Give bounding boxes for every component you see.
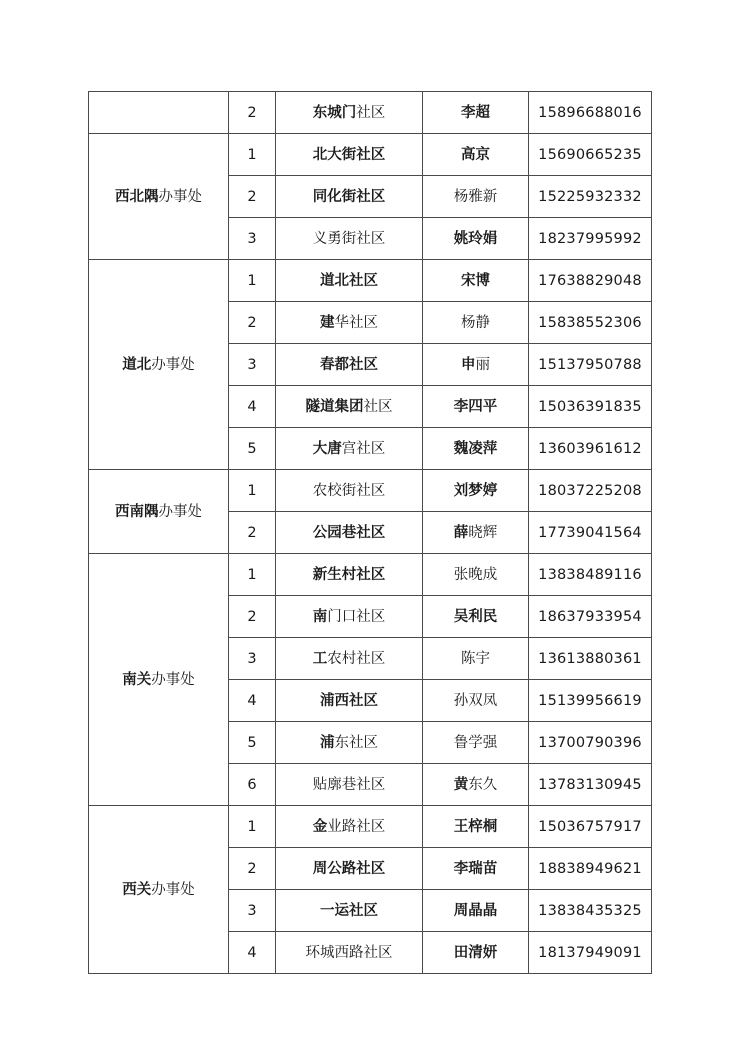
phone-number: 18237995992 [529,218,652,260]
contact-person-cell [423,554,529,596]
row-number: 2 [229,176,276,218]
community-name-strong: 浦西社区 [320,692,378,709]
contact-name-light: 陈宇 [461,650,490,667]
office-cell [89,806,229,974]
contact-name-strong: 高京 [461,146,490,163]
contact-table [88,91,652,974]
community-name-light: 农校街社区 [312,482,386,499]
community-name-strong: 公园巷社区 [312,524,386,541]
contact-name-strong: 李超 [461,104,490,121]
community-cell [276,92,423,134]
phone-number: 17739041564 [529,512,652,554]
contact-name-strong: 李四平 [453,398,498,415]
community-cell [276,386,423,428]
community-cell [276,596,423,638]
phone-number: 13838435325 [529,890,652,932]
contact-name-strong: 申 [461,356,476,373]
table-row [89,92,652,134]
row-number: 4 [229,386,276,428]
community-name-strong: 东城门 [312,104,357,121]
contact-name-strong: 周晶晶 [453,902,498,919]
table-row [89,470,652,512]
phone-number: 15036391835 [529,386,652,428]
contact-name-strong: 刘梦婷 [453,482,498,499]
row-number: 6 [229,764,276,806]
row-number: 3 [229,638,276,680]
office-cell [89,260,229,470]
office-name-suffix: 办事处 [158,503,202,520]
contact-person-cell [423,176,529,218]
community-cell [276,470,423,512]
office-name-strong: 道北 [122,356,152,373]
community-cell [276,806,423,848]
community-cell [276,134,423,176]
contact-person-cell [423,848,529,890]
community-name-light: 义勇街社区 [312,230,386,247]
contact-name-light: 张晚成 [453,566,498,583]
community-cell [276,260,423,302]
row-number: 4 [229,680,276,722]
contact-person-cell [423,302,529,344]
community-name-strong: 浦 [320,734,335,751]
office-name-strong: 西关 [122,881,152,898]
contact-name-light: 丽 [475,356,490,373]
contact-name-strong: 李瑞苗 [453,860,498,877]
contact-table-body [89,92,652,974]
phone-number: 13838489116 [529,554,652,596]
community-name-strong: 工 [312,650,328,667]
phone-number: 17638829048 [529,260,652,302]
community-name-light: 环城西路社区 [305,944,393,961]
contact-person-cell [423,428,529,470]
community-cell [276,932,423,974]
community-cell [276,848,423,890]
phone-number: 18838949621 [529,848,652,890]
contact-person-cell [423,470,529,512]
contact-name-strong: 魏凌萍 [453,440,498,457]
row-number: 3 [229,218,276,260]
contact-name-light: 孙双凤 [453,692,498,709]
row-number: 4 [229,932,276,974]
office-name-suffix: 办事处 [151,881,195,898]
office-cell [89,470,229,554]
contact-person-cell [423,386,529,428]
community-name-light: 华社区 [334,314,378,331]
phone-number: 15139956619 [529,680,652,722]
contact-name-light: 东久 [468,776,498,793]
office-name-suffix: 办事处 [151,671,195,688]
community-cell [276,218,423,260]
phone-number: 15036757917 [529,806,652,848]
contact-name-light: 杨雅新 [453,188,498,205]
community-name-light: 贴廓巷社区 [312,776,386,793]
row-number: 1 [229,260,276,302]
community-name-strong: 道北社区 [320,272,378,289]
table-row [89,554,652,596]
community-cell [276,176,423,218]
community-name-light: 宫社区 [341,440,386,457]
row-number: 1 [229,470,276,512]
phone-number: 13603961612 [529,428,652,470]
contact-person-cell [423,260,529,302]
office-name-suffix: 办事处 [151,356,195,373]
community-cell [276,890,423,932]
community-name-light: 门口社区 [327,608,386,625]
phone-number: 18037225208 [529,470,652,512]
community-name-light: 业路社区 [327,818,386,835]
community-name-strong: 同化街社区 [312,188,386,205]
community-name-light: 东社区 [334,734,378,751]
table-row [89,806,652,848]
office-cell [89,134,229,260]
contact-person-cell [423,722,529,764]
row-number: 5 [229,428,276,470]
contact-person-cell [423,512,529,554]
row-number: 5 [229,722,276,764]
table-row [89,260,652,302]
phone-number: 15896688016 [529,92,652,134]
office-cell [89,554,229,806]
contact-name-strong: 宋博 [461,272,490,289]
phone-number: 13783130945 [529,764,652,806]
community-name-strong: 一运社区 [320,902,378,919]
contact-name-strong: 王梓桐 [453,818,498,835]
community-name-strong: 建 [320,314,335,331]
row-number: 1 [229,134,276,176]
community-cell [276,638,423,680]
row-number: 2 [229,92,276,134]
contact-name-strong: 田清妍 [453,944,498,961]
contact-name-strong: 薛 [453,524,469,541]
contact-person-cell [423,764,529,806]
phone-number: 13700790396 [529,722,652,764]
row-number: 2 [229,302,276,344]
community-name-strong: 春都社区 [320,356,378,373]
contact-person-cell [423,344,529,386]
community-name-strong: 金 [312,818,328,835]
phone-number: 15137950788 [529,344,652,386]
contact-name-light: 鲁学强 [453,734,498,751]
contact-name-light: 杨静 [461,314,490,331]
contact-person-cell [423,638,529,680]
row-number: 2 [229,596,276,638]
contact-person-cell [423,890,529,932]
row-number: 3 [229,890,276,932]
contact-person-cell [423,92,529,134]
contact-name-strong: 吴利民 [453,608,498,625]
contact-person-cell [423,932,529,974]
contact-person-cell [423,134,529,176]
community-cell [276,344,423,386]
community-cell [276,554,423,596]
office-name-strong: 西南隅 [115,503,159,520]
phone-number: 18137949091 [529,932,652,974]
table-row [89,134,652,176]
office-name-strong: 南关 [122,671,152,688]
office-name-suffix: 办事处 [158,188,202,205]
community-name-strong: 南 [312,608,328,625]
community-cell [276,722,423,764]
contact-name-strong: 黄 [453,776,469,793]
community-cell [276,428,423,470]
row-number: 2 [229,848,276,890]
phone-number: 15225932332 [529,176,652,218]
row-number: 2 [229,512,276,554]
community-name-strong: 大唐 [312,440,342,457]
phone-number: 13613880361 [529,638,652,680]
contact-person-cell [423,680,529,722]
community-name-light: 社区 [363,398,393,415]
community-name-strong: 周公路社区 [312,860,386,877]
phone-number: 15838552306 [529,302,652,344]
office-name-strong: 西北隅 [115,188,159,205]
community-name-strong: 新生村社区 [312,566,386,583]
community-name-light: 社区 [356,104,386,121]
row-number: 3 [229,344,276,386]
phone-number: 15690665235 [529,134,652,176]
contact-person-cell [423,806,529,848]
community-cell [276,302,423,344]
community-name-light: 农村社区 [327,650,386,667]
contact-name-light: 晓辉 [468,524,498,541]
row-number: 1 [229,806,276,848]
row-number: 1 [229,554,276,596]
phone-number: 18637933954 [529,596,652,638]
community-name-strong: 北大街社区 [312,146,386,163]
contact-person-cell [423,596,529,638]
community-cell [276,764,423,806]
contact-person-cell [423,218,529,260]
community-cell [276,680,423,722]
community-cell [276,512,423,554]
office-cell [89,92,229,134]
contact-name-strong: 姚玲娟 [453,230,498,247]
community-name-strong: 隧道集团 [305,398,364,415]
